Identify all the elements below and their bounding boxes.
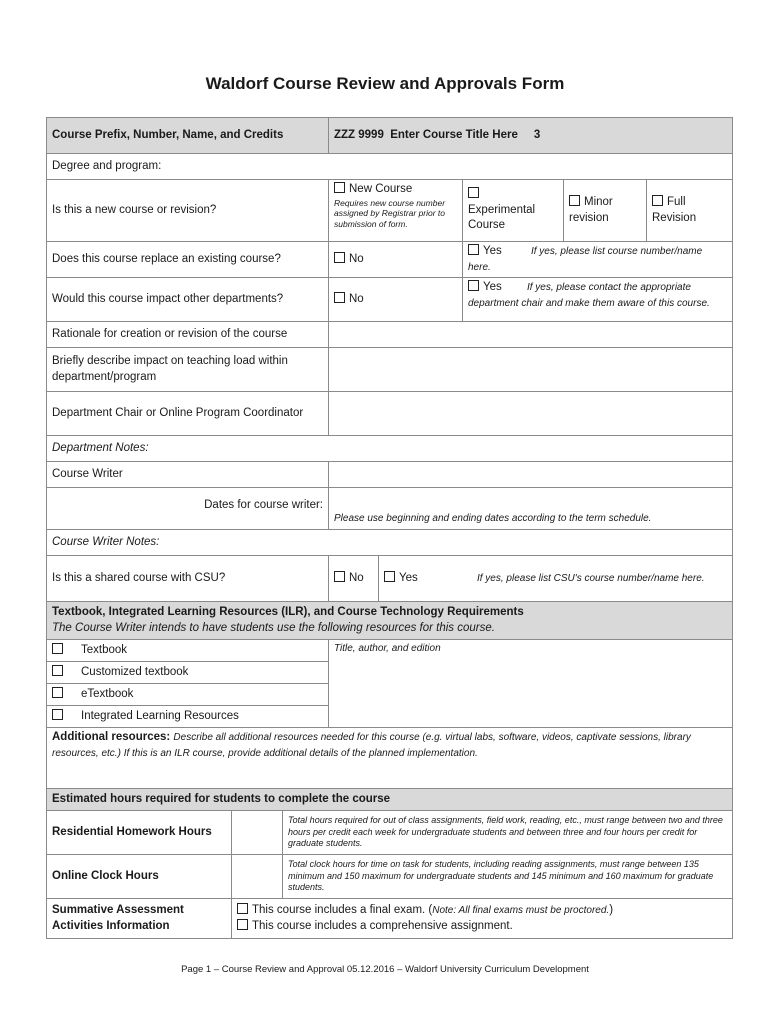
final-exam-close: )	[609, 903, 614, 916]
impact-no-label: No	[349, 292, 364, 305]
hours-heading-row	[47, 789, 733, 811]
impact-yes-checkbox[interactable]	[468, 280, 479, 291]
minor-revision-label: Minor revision	[569, 195, 613, 224]
resources-heading-row	[47, 602, 733, 640]
residential-hours-input[interactable]	[232, 811, 283, 855]
csu-no-label: No	[349, 571, 364, 584]
residential-hours-row	[47, 811, 733, 855]
replace-yes-label: Yes	[483, 245, 502, 257]
resource-item-row	[47, 640, 733, 662]
writer-dates-label: Dates for course writer:	[47, 488, 329, 530]
course-writer-input[interactable]	[329, 462, 733, 488]
minor-revision-option[interactable]	[564, 180, 647, 242]
replace-no-option[interactable]	[329, 242, 463, 278]
dept-chair-input[interactable]	[329, 392, 733, 436]
impact-no-checkbox[interactable]	[334, 292, 345, 303]
new-course-checkbox[interactable]	[334, 182, 345, 193]
form-title: Waldorf Course Review and Approvals Form	[205, 74, 565, 93]
resource-item-customized-textbook[interactable]	[47, 662, 329, 684]
final-exam-checkbox[interactable]	[237, 903, 248, 914]
residential-hours-label: Residential Homework Hours	[47, 811, 232, 855]
rationale-row	[47, 322, 733, 348]
replace-yes-option[interactable]	[463, 242, 733, 278]
full-revision-checkbox[interactable]	[652, 195, 663, 206]
online-hours-note: Total clock hours for time on task for students, including reading assignments, must range between 135 minimum and 150 maximum for undergraduate students and 145 minimum and 160 maximum for graduate students.	[283, 855, 733, 899]
writer-notes-label[interactable]: Course Writer Notes:	[47, 530, 733, 556]
comprehensive-checkbox[interactable]	[237, 919, 248, 930]
resources-heading-cell	[47, 602, 733, 640]
residential-hours-note: Total hours required for out of class assignments, field work, reading, etc., must range between two and three hours per credit each week for undergraduate students and between three and four hours per credit for graduate students.	[283, 811, 733, 855]
full-revision-option[interactable]	[647, 180, 733, 242]
replace-yes-checkbox[interactable]	[468, 244, 479, 255]
online-hours-label: Online Clock Hours	[47, 855, 232, 899]
impact-departments-label: Would this course impact other departments?	[47, 278, 329, 322]
course-writer-row	[47, 462, 733, 488]
course-writer-label: Course Writer	[47, 462, 329, 488]
resource-item-ilr[interactable]	[47, 706, 329, 728]
writer-dates-row	[47, 488, 733, 530]
comprehensive-option[interactable]	[237, 919, 727, 935]
rationale-label: Rationale for creation or revision of the course	[47, 322, 329, 348]
full-revision-label: Full Revision	[652, 195, 697, 224]
page-footer: Page 1 – Course Review and Approval 05.12.2016 – Waldorf University Curriculum Development	[181, 964, 589, 975]
summative-options	[232, 899, 733, 939]
resources-subheading: The Course Writer intends to have students use the following resources for this course.	[52, 621, 495, 634]
resources-heading: Textbook, Integrated Learning Resources (ILR), and Course Technology Requirements	[52, 606, 524, 619]
additional-resources-label: Additional resources:	[52, 731, 171, 744]
course-review-table	[46, 117, 733, 796]
replace-existing-row	[47, 242, 733, 278]
textbook-label: Textbook	[81, 643, 128, 656]
shared-csu-row	[47, 556, 733, 602]
comprehensive-text: This course includes a comprehensive assignment.	[252, 919, 513, 932]
dept-notes-label[interactable]: Department Notes:	[47, 436, 733, 462]
impact-yes-label: Yes	[483, 281, 502, 294]
csu-yes-note: If yes, please list CSU's course number/name here.	[476, 572, 705, 584]
hours-heading: Estimated hours required for students to complete the course	[47, 789, 733, 811]
impact-yes-note: If yes, please contact the appropriate department chair and make them aware of this course.	[468, 282, 710, 309]
replace-no-label: No	[349, 252, 364, 265]
resource-item-textbook[interactable]	[47, 640, 329, 662]
customized-textbook-checkbox[interactable]	[52, 665, 63, 676]
new-or-revision-row	[47, 180, 733, 242]
csu-no-checkbox[interactable]	[334, 571, 345, 582]
additional-resources-row	[47, 728, 733, 796]
new-or-revision-label: Is this a new course or revision?	[47, 180, 329, 242]
final-exam-note: Note: All final exams must be proctored.	[432, 904, 610, 916]
experimental-course-option[interactable]	[463, 180, 564, 242]
impact-departments-row	[47, 278, 733, 322]
replace-existing-label: Does this course replace an existing course?	[47, 242, 329, 278]
writer-notes-row	[47, 530, 733, 556]
experimental-course-label: Experimental Course	[468, 203, 536, 232]
hours-table	[46, 788, 733, 939]
course-header-label: Course Prefix, Number, Name, and Credits	[47, 118, 329, 154]
customized-textbook-label: Customized textbook	[81, 665, 189, 678]
experimental-course-checkbox[interactable]	[468, 187, 479, 198]
new-course-option[interactable]	[329, 180, 463, 242]
textbook-checkbox[interactable]	[52, 643, 63, 654]
impact-no-option[interactable]	[329, 278, 463, 322]
resource-item-etextbook[interactable]	[47, 684, 329, 706]
summative-label: Summative Assessment Activities Information	[47, 899, 232, 939]
additional-resources-note: Describe all additional resources needed for this course (e.g. virtual labs, software, videos, captivate sessions, library resources, etc.) If this is an ILR course, provide additional details of the planned implementation.	[52, 732, 691, 759]
teaching-load-row	[47, 348, 733, 392]
new-course-label: New Course	[349, 183, 413, 195]
degree-program-label[interactable]: Degree and program:	[47, 154, 733, 180]
writer-dates-note[interactable]: Please use beginning and ending dates according to the term schedule.	[329, 488, 733, 530]
online-hours-row	[47, 855, 733, 899]
ilr-label: Integrated Learning Resources	[81, 709, 239, 722]
teaching-load-input[interactable]	[329, 348, 733, 392]
csu-yes-label: Yes	[399, 571, 418, 584]
replace-no-checkbox[interactable]	[334, 252, 345, 263]
etextbook-checkbox[interactable]	[52, 687, 63, 698]
dept-notes-row	[47, 436, 733, 462]
impact-yes-option[interactable]	[463, 278, 733, 322]
degree-program-row	[47, 154, 733, 180]
teaching-load-label: Briefly describe impact on teaching load within department/program	[47, 348, 329, 392]
csu-no-option[interactable]	[329, 556, 379, 602]
etextbook-label: eTextbook	[81, 687, 134, 700]
summative-row	[47, 899, 733, 939]
final-exam-text: This course includes a final exam. (	[252, 903, 433, 916]
replace-yes-note: If yes, please list course number/name here.	[468, 246, 703, 273]
dept-chair-label: Department Chair or Online Program Coordinator	[47, 392, 329, 436]
additional-resources-cell[interactable]	[47, 728, 733, 796]
csu-yes-option[interactable]	[379, 556, 733, 602]
minor-revision-checkbox[interactable]	[569, 195, 580, 206]
course-header-row	[47, 118, 733, 154]
course-header-value[interactable]: ZZZ 9999 Enter Course Title Here 3	[329, 118, 733, 154]
online-hours-input[interactable]	[232, 855, 283, 899]
shared-csu-label: Is this a shared course with CSU?	[47, 556, 329, 602]
new-course-subnote: Requires new course number assigned by Registrar prior to submission of form.	[334, 197, 446, 229]
final-exam-option[interactable]	[237, 903, 727, 919]
rationale-input[interactable]	[329, 322, 733, 348]
ilr-checkbox[interactable]	[52, 709, 63, 720]
resources-title-author-cell[interactable]: Title, author, and edition	[329, 640, 733, 728]
csu-yes-checkbox[interactable]	[384, 571, 395, 582]
dept-chair-row	[47, 392, 733, 436]
